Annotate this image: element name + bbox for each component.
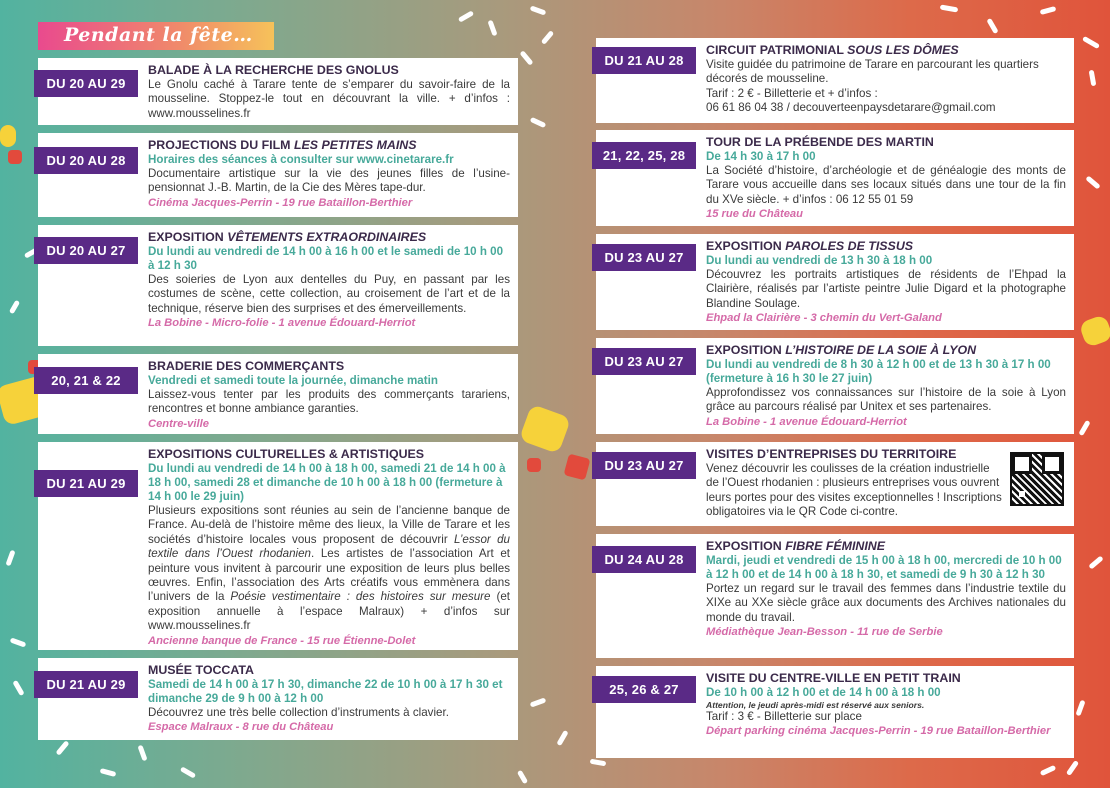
event-note: Attention, le jeudi après-midi est réservé aux seniors.: [706, 700, 925, 710]
event-dates-badge: DU 24 AU 28: [592, 546, 696, 573]
event-pricing: Tarif : 2 € - Billetterie et + d’infos :: [706, 86, 878, 100]
event-location: La Bobine - Micro-folie - 1 avenue Édouard-Herriot: [148, 317, 416, 330]
event-description: Visite guidée du patrimoine de Tarare en parcourant les quartiers décorés de mousseline.: [706, 58, 1039, 86]
event-dates-badge: DU 21 AU 29: [34, 470, 138, 497]
event-schedule: Du lundi au vendredi de 14 h 00 à 18 h 00, samedi 21 de 14 h 00 à 18 h 00, samedi 28 et dimanche de 10 h 00 à 18 h 00 (fermeture à 14 h 00 le 29 juin): [148, 462, 506, 503]
event-card: [596, 130, 1074, 226]
event-title: CIRCUIT PATRIMONIAL SOUS LES DÔMES: [706, 43, 959, 57]
event-schedule: De 14 h 30 à 17 h 00: [706, 150, 816, 163]
event-description: Venez découvrir les coulisses de la création industrielle de l’Ouest rhodanien : plusieurs entreprises vous ouvrent leurs portes pour des visites exceptionnelles ! Inscriptions obligatoires via le QR Code ci-contre.: [706, 462, 1002, 519]
event-title: TOUR DE LA PRÉBENDE DES MARTIN: [706, 135, 934, 149]
event-dates-badge: DU 21 AU 28: [592, 47, 696, 74]
event-schedule: Du lundi au vendredi de 13 h 30 à 18 h 00: [706, 254, 933, 267]
event-dates-badge: DU 23 AU 27: [592, 452, 696, 479]
event-pricing: Tarif : 3 € - Billetterie sur place: [706, 710, 862, 723]
event-card: [38, 58, 518, 125]
event-dates-badge: 20, 21 & 22: [34, 367, 138, 394]
event-schedule: Mardi, jeudi et vendredi de 15 h 00 à 18 h 00, mercredi de 10 h 00 à 12 h 00 et de 14 h 00 à 18 h 30, et samedi de 9 h 30 à 12 h 30: [706, 554, 1062, 581]
event-card: [596, 534, 1074, 658]
event-description: Laissez-vous tenter par les produits des commerçants tarariens, rencontres et bonne ambiance garanties.: [148, 388, 510, 416]
event-location: Espace Malraux - 8 rue du Château: [148, 721, 334, 734]
event-title: BRADERIE DES COMMERÇANTS: [148, 359, 345, 373]
event-location: 15 rue du Château: [706, 208, 803, 221]
event-title: EXPOSITIONS CULTURELLES & ARTISTIQUES: [148, 447, 425, 461]
event-description: Approfondissez vos connaissances sur l’histoire de la soie à Lyon grâce au parcours réalisé par Unitex et ses partenaires.: [706, 386, 1066, 414]
event-dates-badge: DU 20 AU 28: [34, 147, 138, 174]
event-description: Le Gnolu caché à Tarare tente de s’emparer du savoir-faire de la mousseline. Stoppez-le tout en découvrant la ville. + d’infos : www.mousselines.fr: [148, 78, 510, 120]
event-card: [38, 658, 518, 740]
event-schedule: Samedi de 14 h 00 à 17 h 30, dimanche 22 de 10 h 00 à 17 h 30 et dimanche 29 de 9 h 00 à 12 h 00: [148, 678, 503, 705]
event-card: [38, 225, 518, 346]
event-title: VISITE DU CENTRE-VILLE EN PETIT TRAIN: [706, 671, 961, 685]
event-dates-badge: DU 21 AU 29: [34, 671, 138, 698]
event-dates-badge: 21, 22, 25, 28: [592, 142, 696, 169]
qr-code-icon[interactable]: [1010, 452, 1064, 506]
event-schedule: Horaires des séances à consulter sur www.cinetarare.fr: [148, 153, 454, 166]
event-description: Documentaire artistique sur la vie des jeunes filles de l’usine-pensionnat J.-B. Martin, de la Cie des Mères tape-dur.: [148, 167, 510, 195]
event-title: MUSÉE TOCCATA: [148, 663, 255, 677]
event-card: [38, 354, 518, 434]
event-title: BALADE À LA RECHERCHE DES GNOLUS: [148, 63, 399, 77]
event-card: [38, 442, 518, 650]
event-schedule: Du lundi au vendredi de 14 h 00 à 16 h 00 et le samedi de 10 h 00 à 12 h 30: [148, 245, 504, 272]
event-title: EXPOSITION VÊTEMENTS EXTRAORDINAIRES: [148, 230, 427, 244]
page-title: Pendant la fête…: [64, 24, 253, 46]
event-description: Découvrez les portraits artistiques de résidents de l’Ehpad la Clairière, réalisés par l’artiste peintre Julie Digard et la photographe Blandine Soulage.: [706, 268, 1066, 310]
event-dates-badge: DU 20 AU 29: [34, 70, 138, 97]
page-title-banner: [38, 22, 274, 50]
event-location: La Bobine - 1 avenue Édouard-Herriot: [706, 415, 907, 428]
event-location: Ehpad la Clairière - 3 chemin du Vert-Galand: [706, 312, 942, 325]
event-dates-badge: DU 23 AU 27: [592, 244, 696, 271]
event-location: Cinéma Jacques-Perrin - 19 rue Bataillon-Berthier: [148, 196, 413, 209]
event-schedule: De 10 h 00 à 12 h 00 et de 14 h 00 à 18 h 00: [706, 686, 941, 699]
event-dates-badge: DU 23 AU 27: [592, 348, 696, 375]
event-card: [596, 442, 1074, 526]
event-contact: 06 61 86 04 38 / decouverteenpaysdetarare@gmail.com: [706, 101, 996, 115]
event-dates-badge: 25, 26 & 27: [592, 676, 696, 703]
event-schedule: Du lundi au vendredi de 8 h 30 à 12 h 00 et de 13 h 30 à 17 h 00 (fermeture à 16 h 30 le 27 juin): [706, 358, 1051, 385]
event-title: EXPOSITION FIBRE FÉMININE: [706, 539, 886, 553]
event-title: EXPOSITION PAROLES DE TISSUS: [706, 239, 914, 253]
event-card: [596, 666, 1074, 758]
event-description: Plusieurs expositions sont réunies au sein de l’ancienne banque de France. Au-delà de l’histoire même des lieux, la Ville de Tarare et les sociétés d’histoire locales vous proposent de découvrir L’essor du textile dans l’Ouest rhodanien. Les artistes de l’association Art et peinture vous invitent à parcourir une exposition de leurs plus belles œuvres. Enfin, l’association des Arts créatifs vous emmènera dans l’univers de la Poésie vestimentaire : des histoires sur mesure (et exposition annuelle à l’espace Malraux) + d’infos sur www.mousselines.fr: [148, 504, 510, 633]
event-schedule: Vendredi et samedi toute la journée, dimanche matin: [148, 374, 438, 387]
event-card: [38, 133, 518, 217]
event-title: PROJECTIONS DU FILM LES PETITES MAINS: [148, 138, 417, 152]
event-description: Portez un regard sur le travail des femmes dans l’industrie textile du XIXe au XXe siècle grâce aux documents des Archives nationales du monde du travail.: [706, 582, 1066, 624]
event-card: [596, 338, 1074, 434]
event-card: [596, 234, 1074, 330]
event-location: Départ parking cinéma Jacques-Perrin - 19 rue Bataillon-Berthier: [706, 725, 1051, 738]
event-dates-badge: DU 20 AU 27: [34, 237, 138, 264]
event-title: EXPOSITION L’HISTOIRE DE LA SOIE À LYON: [706, 343, 977, 357]
event-title: VISITES D’ENTREPRISES DU TERRITOIRE: [706, 447, 957, 461]
event-location: Centre-ville: [148, 417, 209, 430]
event-description: La Société d’histoire, d’archéologie et de généalogie des monts de Tarare vous accueille dans ses locaux situés dans une tour de la fin du XVe siècle. + d’infos : 06 12 55 01 59: [706, 164, 1066, 206]
event-description: Découvrez une très belle collection d’instruments à clavier.: [148, 706, 449, 719]
event-location: Médiathèque Jean-Besson - 11 rue de Serbie: [706, 626, 943, 639]
event-description: Des soieries de Lyon aux dentelles du Puy, en passant par les costumes de scène, cette collection, au croisement de l’art et de la technique, réserve bien des surprises et des émerveillements.: [148, 273, 510, 315]
event-card: [596, 38, 1074, 123]
event-location: Ancienne banque de France - 15 rue Étienne-Dolet: [148, 634, 416, 647]
